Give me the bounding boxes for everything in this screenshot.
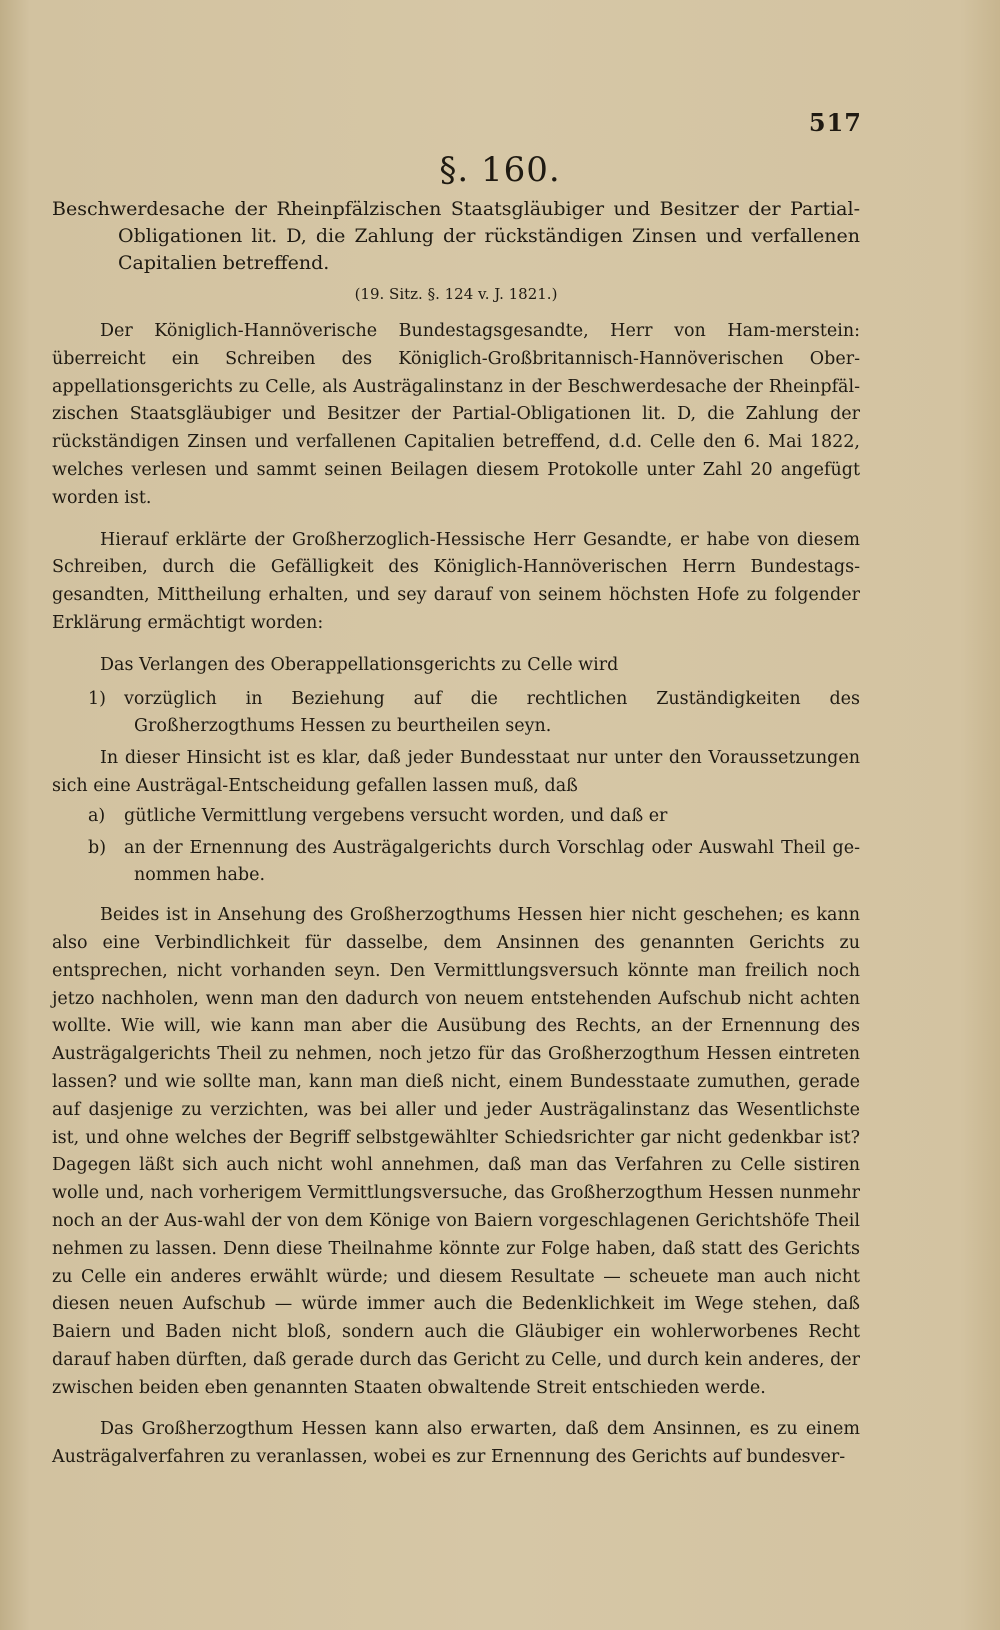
page-content (52, 196, 860, 1486)
paragraph-4: In dieser Hinsicht ist es klar, daß jeder Bundesstaat nur unter den Voraussetzungen sich eine Austrägal-Entscheidung gefallen lassen muß, daß (52, 748, 860, 796)
session-citation: (19. Sitz. §. 124 v. J. 1821.) (354, 285, 558, 303)
list-item-a-text: gütliche Vermittlung vergebens versucht worden, und daß er (124, 805, 668, 826)
section-heading: §. 160. (439, 150, 561, 190)
paragraph-6: Das Großherzogthum Hessen kann also erwarten, daß dem Ansinnen, es zu einem Austrägalverfahren zu veranlassen, wobei es zur Ernennung des Gerichts auf bundesver- (52, 1419, 860, 1468)
list-item-1-label: 1) (88, 688, 106, 709)
paragraph-1: Der Königlich-Hannöverische Bundestagsgesandte, Herr von Ham-merstein: überreicht ein Schreiben des Königlich-Großbritannisch-Hannöverischen Ober-appellationsgerichts zu Celle, als Austrägalinstanz in der Beschwerdesache der Rheinpfäl-zischen Staatsgläubiger und Besitzer der Partial-Obligationen lit. D, die Zahlung der rückständigen Zinsen und verfallenen Capitalien betreffend, d.d. Celle den 6. Mai 1822, welches verlesen und sammt seinen Beilagen diesem Protokolle unter Zahl 20 angefügt worden ist. (52, 321, 860, 508)
list-item-a-label: a) (88, 805, 106, 826)
page-number: 517 (808, 108, 862, 137)
list-item-b (52, 835, 860, 891)
list-item-1-text: vorzüglich in Beziehung auf die rechtlichen Zuständigkeiten des Großherzogthums Hessen zu beurtheilen seyn. (124, 688, 860, 737)
paragraph-3: Das Verlangen des Oberappellationsgerichts zu Celle wird (100, 654, 619, 675)
list-item-b-label: b) (88, 837, 107, 858)
section-title: Beschwerdesache der Rheinpfälzischen Staatsgläubiger und Besitzer der Partial-Obligationen lit. D, die Zahlung der rückständigen Zinsen und verfallenen Capitalien betreffend. (52, 198, 860, 274)
section-title-block (52, 196, 860, 308)
list-item-1 (52, 686, 860, 742)
paragraph-2: Hierauf erklärte der Großherzoglich-Hessische Herr Gesandte, er habe von diesem Schreiben, durch die Gefälligkeit des Königlich-Hannöverischen Herrn Bundestags-gesandten, Mittheilung erhalten, und sey darauf von seinem höchsten Hofe zu folgender Erklärung ermächtigt worden: (52, 529, 860, 633)
paragraph-5: Beides ist in Ansehung des Großherzogthums Hessen hier nicht geschehen; es kann also eine Verbindlichkeit für dasselbe, dem Ansinnen des genannten Gerichts zu entsprechen, nicht vorhanden seyn. Den Vermittlungsversuch könnte man freilich noch jetzo nachholen, wenn man den dadurch von neuem entstehenden Aufschub nicht achten wollte. Wie will, wie kann man aber die Ausübung des Rechts, an der Ernennung des Austrägalgerichts Theil zu nehmen, noch jetzo für das Großherzogthum Hessen eintreten lassen? und wie sollte man, kann man dieß nicht, einem Bundesstaate zumuthen, gerade auf dasjenige zu verzichten, was bei aller und jeder Austrägalinstanz das Wesentlichste ist, und ohne welches der Begriff selbstgewählter Schiedsrichter gar nicht gedenkbar ist? Dagegen läßt sich auch nicht wohl annehmen, daß man das Verfahren zu Celle sistiren wolle und, nach vorherigem Vermittlungsversuche, das Großherzogthum Hessen nunmehr noch an der Aus-wahl der von dem Könige von Baiern vorgeschlagenen Gerichtshöfe Theil nehmen zu lassen. Denn diese Theilnahme könnte zur Folge haben, daß statt des Gerichts zu Celle ein anderes erwählt würde; und diesem Resultate — scheuete man auch nicht diesen neuen Aufschub — würde immer auch die Bedenklichkeit im Wege stehen, daß Baiern und Baden nicht bloß, sondern auch die Gläubiger ein wohlerworbenes Recht darauf haben dürften, daß gerade durch das Gericht zu Celle, und durch kein anderes, der zwischen beiden eben genannten Staaten obwaltende Streit entschieden werde. (52, 905, 860, 1398)
list-item-a (52, 803, 860, 831)
list-item-b-text: an der Ernennung des Austrägalgerichts durch Vorschlag oder Auswahl Theil ge-nommen habe. (124, 837, 860, 886)
